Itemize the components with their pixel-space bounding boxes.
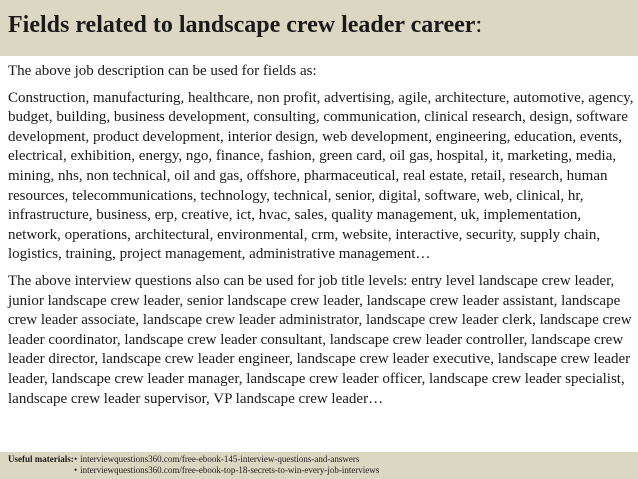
bullet-icon: •: [74, 465, 78, 475]
slide-title: [8, 10, 638, 40]
slide-title-colon: :: [475, 12, 483, 38]
slide-body: [8, 62, 634, 416]
footer-link-1[interactable]: interviewquestions360.com/free-ebook-145-interview-questions-and-answers: [80, 454, 360, 464]
footer-row-2: [8, 465, 638, 476]
fields-paragraph: Construction, manufacturing, healthcare, non profit, advertising, agile, architecture, automotive, agency, budget, building, business development, consulting, communication, clinical research, design, software development, product development, interior design, web development, engineering, education, events, electrical, exhibition, energy, ngo, finance, fashion, green card, oil gas, hospital, it, marketing, media, mining, nhs, non technical, oil and gas, offshore, pharmaceutical, real estate, retail, research, human resources, telecommunications, technology, technical, senior, digital, software, web, clinical, hr, infrastructure, business, erp, creative, ict, hvac, sales, quality management, uk, implementation, network, operations, architectural, environmental, crm, website, interactive, security, supply chain, logistics, training, project management, administrative management…: [8, 89, 634, 263]
footer-row-1: [8, 454, 638, 465]
slide-footer: [0, 452, 638, 479]
intro-text: The above job description can be used for fields as:: [8, 63, 317, 79]
job-levels-paragraph: The above interview questions also can be used for job title levels: entry level landscape crew leader, junior landscape crew leader, senior landscape crew leader, landscape crew leader assistant, landscape crew leader associate, landscape crew leader administrator, landscape crew leader clerk, landscape crew leader coordinator, landscape crew leader consultant, landscape crew leader controller, landscape crew leader director, landscape crew leader engineer, landscape crew leader executive, landscape crew leader leader, landscape crew leader manager, landscape crew leader officer, landscape crew leader specialist, landscape crew leader supervisor, VP landscape crew leader…: [8, 272, 632, 407]
slide-header: [0, 0, 638, 56]
footer-label: Useful materials:: [8, 454, 74, 464]
footer-link-2[interactable]: interviewquestions360.com/free-ebook-top-18-secrets-to-win-every-job-interviews: [80, 465, 380, 475]
footer-label-spacer: [8, 465, 74, 476]
bullet-icon: •: [74, 454, 78, 464]
slide-title-text: Fields related to landscape crew leader career: [8, 12, 476, 38]
